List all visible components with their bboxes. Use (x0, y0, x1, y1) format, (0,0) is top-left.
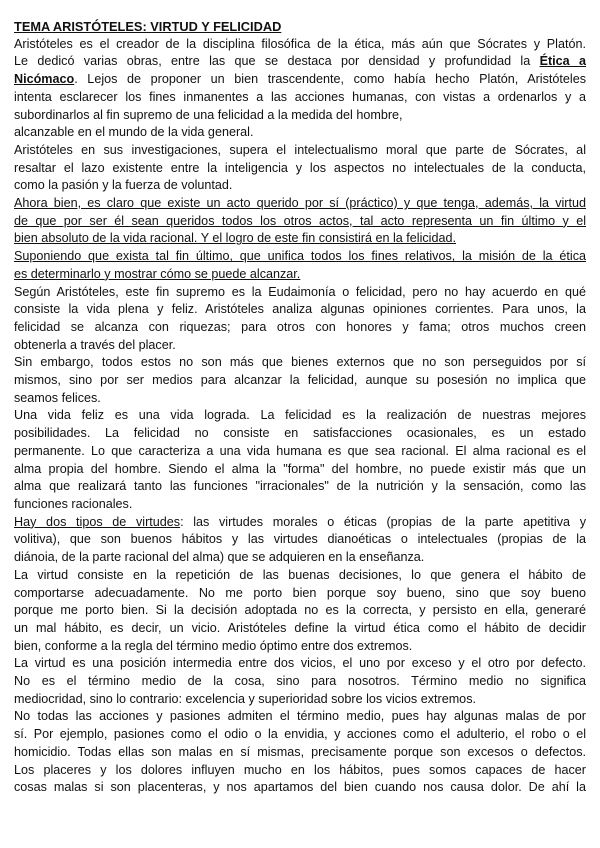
text-line: porque me porto bien. Si la decisión adoptada no es la correcta, y persisto en ella, generaré (14, 603, 586, 618)
text-line (14, 514, 586, 532)
text-run: : las virtudes morales o éticas (propias de la parte apetitiva y (180, 514, 586, 529)
text-line: felicidad se alcanza con riquezas; para otros con honores y fama; otros muchos creen (14, 319, 586, 334)
document-body (14, 18, 586, 797)
text-line: como la pasión y la fuerza de voluntad. (14, 178, 233, 193)
text-line: Según Aristóteles, este fin supremo es la Eudaimonía o felicidad, pero no hay acuerdo en qué (14, 284, 586, 299)
book-title-part-2: Nicómaco (14, 72, 75, 87)
text-run: . Lejos de proponer un bien trascendente, como había hecho Platón, Aristóteles (74, 72, 586, 87)
text-line: alma que realizará tanto las funciones "irracionales" de la nutrición y la sensación, como las (14, 479, 586, 494)
underlined-line: Ahora bien, es claro que existe un acto querido por sí (práctico) y que tenga, además, la virtud (14, 196, 586, 211)
text-line: No es el término medio de la cosa, sino para nosotros. Término medio no significa (14, 674, 586, 689)
text-line: volitiva), que son buenos hábitos y las virtudes dianoéticas o intelectuales (propias de la (14, 532, 586, 547)
text-line: Sin embargo, todos estos no son más que bienes externos que no son perseguidos por sí (14, 355, 586, 370)
text-line: comportarse adecuadamente. No me porto bien porque soy bueno, sino que soy bueno (14, 585, 586, 600)
page-title: TEMA ARISTÓTELES: VIRTUD Y FELICIDAD (14, 19, 282, 34)
underlined-line: de que por ser él sean queridos todos los otros actos, tal acto representa un fin último y el (14, 213, 586, 228)
text-line: un mal hábito, es decir, un vicio. Aristóteles define la virtud ética como el hábito de decidir (14, 620, 586, 635)
text-line: intenta esclarecer los fines inmanentes a las acciones humanas, con vistas a ordenarlos y a (14, 89, 586, 104)
text-line: La virtud es una posición intermedia entre dos vicios, el uno por exceso y el otro por defecto. (14, 656, 586, 671)
underlined-line: es determinarlo y mostrar cómo se puede alcanzar. (14, 266, 301, 281)
text-run: Le dedicó varias obras, entre las que se destaca por densidad y profundidad la (14, 54, 531, 69)
text-line: posibilidades. La felicidad no consiste en satisfacciones ocasionales, es un estado (14, 426, 586, 441)
text-line: subordinarlos al fin supremo de una felicidad a la medida del hombre, (14, 107, 403, 122)
text-line: alma propia del hombre. Siendo el alma la "forma" del hombre, no puede existir más que un (14, 461, 586, 476)
text-line: No todas las acciones y pasiones admiten el término medio, pues hay algunas malas de por (14, 709, 586, 724)
text-line: resaltar el lazo existente entre la inteligencia y los aspectos no intelectuales de la conducta, (14, 160, 586, 175)
text-line: Una vida feliz es una vida lograda. La felicidad es la realización de nuestras mejores (14, 408, 586, 423)
text-line: funciones racionales. (14, 496, 133, 511)
text-line (14, 53, 586, 71)
text-line: mismos, sino por ser medios para alcanzar la felicidad, aunque su posesión no implica que (14, 373, 586, 388)
text-line: cosas malas si son placenteras, y nos apartamos del bien cuando nos causa dolor. De ahí la (14, 780, 586, 795)
text-line: sí. Por ejemplo, pasiones como el odio o la envidia, y acciones como el adulterio, el robo o el (14, 727, 586, 742)
text-line: consiste la vida plena y feliz. Aristóteles analiza algunas opiniones corrientes. Para unos, la (14, 302, 586, 317)
underlined-line: bien absoluto de la vida racional. Y el logro de este fin consistirá en la felicidad. (14, 231, 456, 246)
text-line (14, 71, 586, 89)
text-line: seamos felices. (14, 390, 101, 405)
text-line: La virtud consiste en la repetición de las buenas decisiones, lo que genera el hábito de (14, 567, 586, 582)
book-title-part-1: Ética a (539, 54, 587, 69)
text-line: bien, conforme a la regla del término medio óptimo entre dos extremos. (14, 638, 413, 653)
text-line: permanente. Lo que caracteriza a una vida humana es que sea racional. El alma racional es el (14, 443, 586, 458)
underlined-phrase: Hay dos tipos de virtudes (14, 514, 181, 529)
text-line: homicidio. Todas ellas son malas en sí mismas, precisamente porque son excesos o defectos. (14, 744, 586, 759)
text-line: Aristóteles es el creador de la disciplina filosófica de la ética, más aún que Sócrates y Platón. (14, 36, 586, 51)
underlined-line: Suponiendo que exista tal fin último, que unifica todos los fines relativos, la misión de la ética (14, 249, 586, 264)
text-line: Los placeres y los dolores influyen mucho en los hábitos, pues somos capaces de hacer (14, 762, 586, 777)
text-line: diánoia, de la parte racional del alma) que se adquieren en la enseñanza. (14, 550, 425, 565)
text-line: Aristóteles en sus investigaciones, supera el intelectualismo moral que parte de Sócrates, al (14, 142, 586, 157)
text-line: obtenerla a través del placer. (14, 337, 176, 352)
text-line: mediocridad, sino lo contrario: excelencia y superioridad sobre los vicios extremos. (14, 691, 476, 706)
text-line: alcanzable en el mundo de la vida general. (14, 125, 254, 140)
